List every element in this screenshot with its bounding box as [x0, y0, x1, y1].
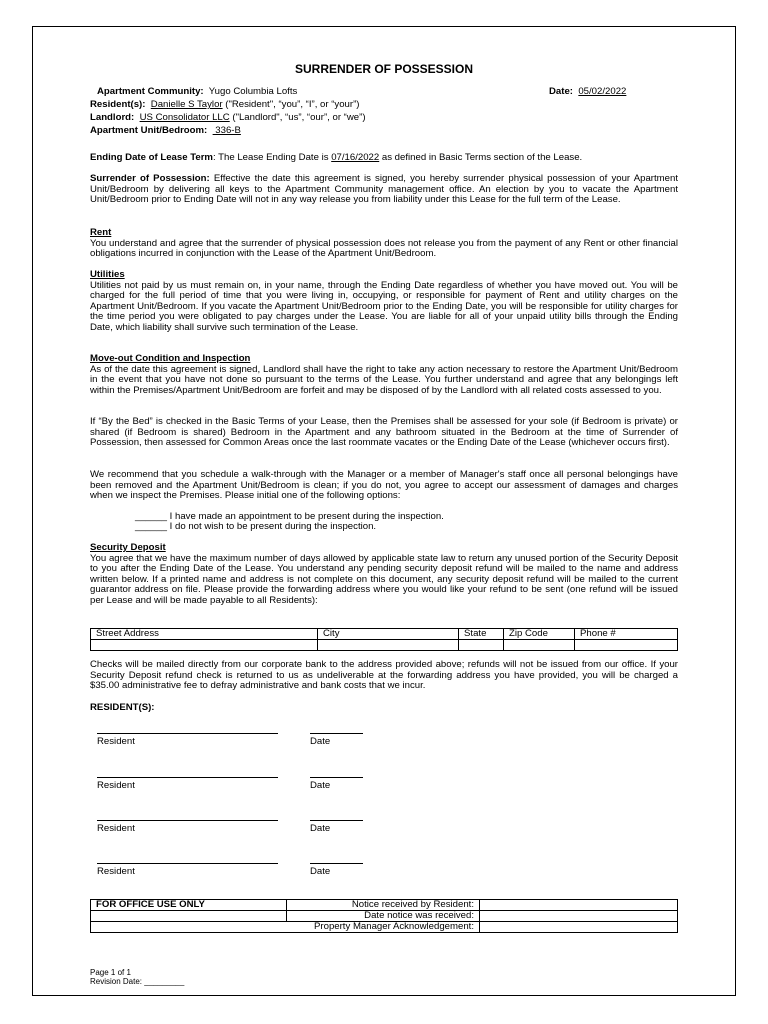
date-value: 05/02/2022	[578, 86, 627, 97]
moveout-heading: Move-out Condition and Inspection	[90, 353, 251, 364]
city-header: City	[318, 629, 459, 640]
surrender-paragraph	[90, 174, 678, 206]
resident-signature-1[interactable]	[97, 733, 278, 748]
page-number: Page 1 of 1	[90, 968, 131, 977]
date-label: Date	[310, 866, 331, 877]
state-field[interactable]	[459, 640, 504, 651]
utilities-text: Utilities not paid by us must remain on, in your name, through the Ending Date regardless of whether you have moved out. You will be charged for the full period of time that you were living in, occupying, or responsible for payment of Rent and utility charges on the Apartment Unit/Bedroom. If you vacate the Apartment Unit/Bedroom prior to the Ending Date, you will be responsible for utility charges for the time period you were obligated to pay charges under the Lease. You are liable for all of your unpaid utility bills through the Ending Date, which liability shall survive such termination of the Lease.	[90, 279, 678, 333]
revision-date: Revision Date: _________	[90, 977, 185, 986]
zip-code-field[interactable]	[504, 640, 575, 651]
city-field[interactable]	[318, 640, 459, 651]
inspection-option-absent[interactable]: ______ I do not wish to be present during the inspection.	[135, 521, 377, 532]
ending-date-paragraph	[90, 153, 678, 164]
unit-value: 336-B	[212, 125, 241, 136]
date-label: Date:	[549, 86, 573, 97]
office-row-1	[91, 900, 678, 911]
resident-signature-4[interactable]	[97, 863, 278, 878]
date-label: Date	[310, 780, 331, 791]
residents-label: Resident(s):	[90, 99, 146, 110]
residents-value: Danielle S Taylor	[150, 99, 223, 110]
checks-paragraph: Checks will be mailed directly from our corporate bank to the address provided above; refunds will not be issued from our office. If your Security Deposit refund check is returned to us as undeliverable at the forwarding address you have provided, you will be charged a $35.00 administrative fee to defray administrative and bank costs that we incur.	[90, 659, 678, 692]
unit-label: Apartment Unit/Bedroom:	[90, 125, 208, 136]
phone-header: Phone #	[575, 629, 678, 640]
surrender-text: Effective the date this agreement is signed, you hereby surrender physical possession of your Apartment Unit/Bedroom by delivering all keys to the Apartment Community management office. An election by you to vacate the Apartment Unit/Bedroom prior to Ending Date will not in any way release you from liability under this Lease for the full term of the Lease.	[90, 173, 678, 206]
address-entry-row	[91, 640, 678, 651]
surrender-label: Surrender of Possession:	[90, 173, 210, 184]
community-row	[97, 87, 297, 98]
residents-suffix: ("Resident", “you”, “I”, or “your”)	[222, 99, 360, 110]
resident-date-2[interactable]	[310, 777, 363, 792]
resident-signature-2[interactable]	[97, 777, 278, 792]
deposit-text: You agree that we have the maximum number of days allowed by applicable state law to return any unused portion of the Security Deposit to you after the Ending Date of the Lease. You understand any pending security deposit refund will be mailed to the name and address written below. If a printed name and address is not complete on this document, any security deposit refund will be mailed to the current guarantor address on file. Please provide the forwarding address where you would like your refund to be sent (one refund will be issued per Lease and will be made payable to all Residents):	[90, 552, 678, 606]
resident-label: Resident	[97, 780, 135, 791]
unit-row	[90, 126, 241, 137]
moveout-text-1: As of the date this agreement is signed, Landlord shall have the right to take any action necessary to restore the Apartment Unit/Bedroom in the event that you have not done so pursuant to the terms of the Lease. You further understand and agree that any belongings left within the Premises/Apartment Unit/Bedroom are forfeit and may be disposed of by the Landlord with all related costs assessed to you.	[90, 363, 678, 396]
ending-label: Ending Date of Lease Term	[90, 152, 213, 163]
document-title: SURRENDER OF POSSESSION	[294, 62, 474, 76]
office-row-2	[91, 911, 678, 922]
resident-label: Resident	[97, 736, 135, 747]
notice-received-label: Notice received by Resident:	[287, 900, 480, 911]
date-notice-label: Date notice was received:	[287, 911, 480, 922]
date-notice-field[interactable]	[480, 911, 678, 922]
deposit-heading: Security Deposit	[90, 542, 166, 553]
landlord-suffix: ("Landlord", “us”, “our”, or “we”)	[229, 112, 366, 123]
resident-date-1[interactable]	[310, 733, 363, 748]
street-address-field[interactable]	[91, 640, 318, 651]
residents-row	[90, 100, 359, 111]
landlord-value: US Consolidator LLC	[139, 112, 230, 123]
office-row-3	[91, 922, 678, 933]
resident-date-3[interactable]	[310, 820, 363, 835]
resident-label: Resident	[97, 823, 135, 834]
utilities-section	[90, 270, 678, 334]
ending-text-before: : The Lease Ending Date is	[212, 152, 332, 163]
office-use-table	[90, 899, 678, 933]
date-label: Date	[310, 736, 331, 747]
phone-field[interactable]	[575, 640, 678, 651]
deposit-section	[90, 543, 678, 607]
street-address-header: Street Address	[91, 629, 318, 640]
community-value: Yugo Columbia Lofts	[208, 86, 298, 97]
moveout-section	[90, 354, 678, 396]
landlord-label: Landlord:	[90, 112, 135, 123]
state-header: State	[459, 629, 504, 640]
rent-heading: Rent	[90, 227, 112, 238]
pm-ack-field[interactable]	[480, 922, 678, 933]
resident-date-4[interactable]	[310, 863, 363, 878]
date-row	[549, 87, 626, 98]
forwarding-address-table	[90, 628, 678, 651]
inspection-option-present[interactable]: ______ I have made an appointment to be present during the inspection.	[135, 511, 444, 522]
notice-received-field[interactable]	[480, 900, 678, 911]
community-label: Apartment Community:	[97, 86, 204, 97]
rent-section	[90, 228, 678, 260]
date-label: Date	[310, 823, 331, 834]
moveout-text-2: If “By the Bed” is checked in the Basic Terms of your Lease, then the Premises shall be assessed for your sole (if Bedroom is private) or shared (if Bedroom is shared) Bedroom in the Apartment and any bathroom situated in the Bedroom at the time of Surrender of Possession, then assessed for Common Areas once the last roommate vacates or the Ending Date of the Lease (whichever occurs first).	[90, 416, 678, 449]
pm-ack-label: Property Manager Acknowledgement:	[91, 922, 480, 933]
ending-date: 07/16/2022	[331, 152, 380, 163]
resident-label: Resident	[97, 866, 135, 877]
office-use-title: FOR OFFICE USE ONLY	[91, 900, 287, 911]
zip-code-header: Zip Code	[504, 629, 575, 640]
rent-text: You understand and agree that the surrender of physical possession does not release you from the payment of any Rent or other financial obligations incurred in conjunction with the Lease of the Apartment Unit/Bedroom.	[90, 237, 678, 260]
utilities-heading: Utilities	[90, 269, 125, 280]
address-header-row	[91, 629, 678, 640]
residents-heading: RESIDENT(S):	[90, 702, 155, 713]
landlord-row	[90, 113, 366, 124]
resident-signature-3[interactable]	[97, 820, 278, 835]
moveout-text-3: We recommend that you schedule a walk-through with the Manager or a member of Manager's staff once all personal belongings have been removed and the Apartment Unit/Bedroom is clean; if you do not, you agree to accept our assessment of damages and charges when we inspect the Premises. Please initial one of the following options:	[90, 469, 678, 502]
ending-text-after: as defined in Basic Terms section of the Lease.	[379, 152, 583, 163]
